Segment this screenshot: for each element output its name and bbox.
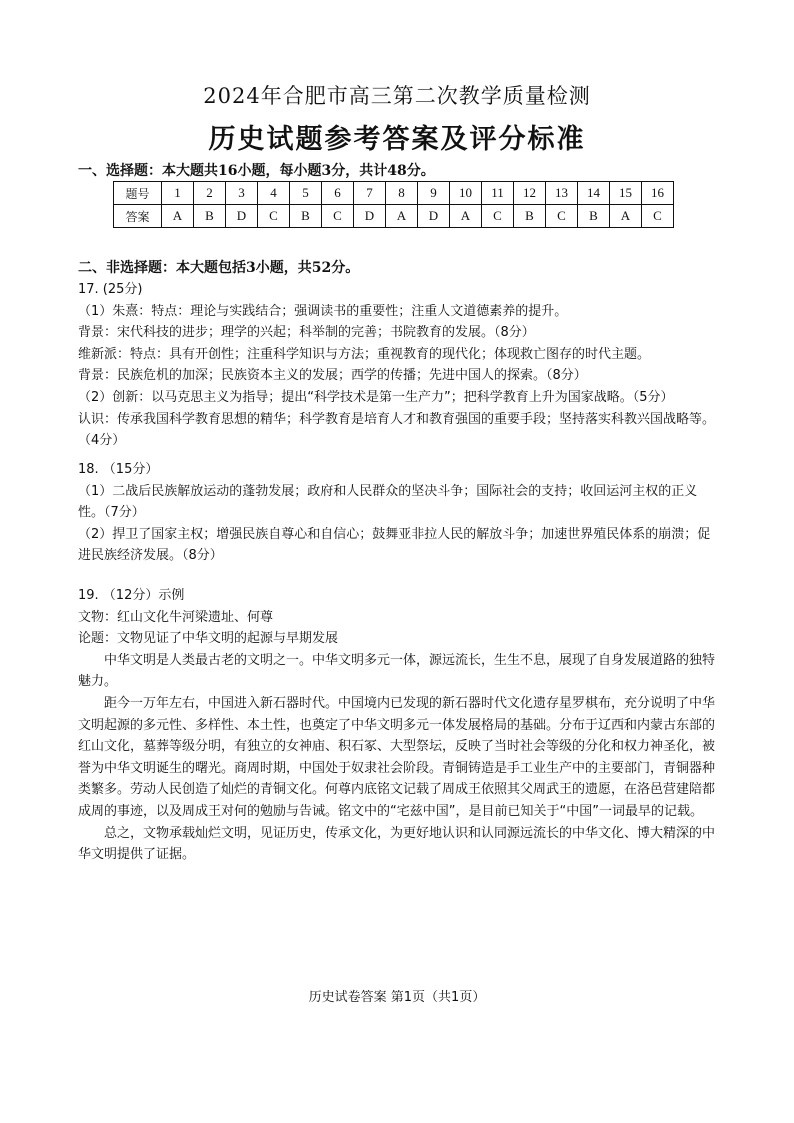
q-number: 8 <box>386 182 418 205</box>
question-18 <box>78 459 718 567</box>
q-number: 10 <box>450 182 482 205</box>
q-number: 2 <box>194 182 226 205</box>
q-answer: C <box>258 205 290 228</box>
question-19-title: 19. （12分）示例 <box>78 588 185 603</box>
q-answer: B <box>290 205 322 228</box>
question-19-paragraph: 距今一万年左右，中国进入新石器时代。中国境内已发现的新石器时代文化遗存星罗棋布，充分说明了中华文明起源的多元性、多样性、本土性，也奠定了中华文明多元一体发展格局的基础。分布于辽西和内蒙古东部的红山文化，墓葬等级分明，有独立的女神庙、积石冢、大型祭坛，反映了当时社会等级的分化和权力神圣化，被誉为中华文明诞生的曙光。商周时期，中国处于奴隶社会阶段。青铜铸造是手工业生产中的主要部门，青铜器种类繁多。劳动人民创造了灿烂的青铜文化。何尊内底铭文记载了周成王依照其父周武王的遗愿，在洛邑营建陪都成周的事迹，以及周成王对何的勉励与告诫。铭文中的“宅兹中国”，是目前已知关于“中国”一词最早的记载。 <box>78 695 716 819</box>
q-answer: A <box>450 205 482 228</box>
answer-row <box>114 205 674 228</box>
question-17-line: 认识：传承我国科学教育思想的精华；科学教育是培育人才和教育强国的重要手段；坚持落实科教兴国战略等。（4分） <box>78 411 716 449</box>
question-19-thesis: 论题：文物见证了中华文明的起源与早期发展 <box>78 631 339 647</box>
q-answer: D <box>226 205 258 228</box>
q-number: 5 <box>290 182 322 205</box>
question-17-line: （1）朱熹：特点：理论与实践结合；强调读书的重要性；注重人文道德素养的提升。 <box>78 303 568 319</box>
q-number: 13 <box>546 182 578 205</box>
q-answer: D <box>418 205 450 228</box>
q-number: 16 <box>642 182 674 205</box>
q-answer: C <box>322 205 354 228</box>
q-answer: A <box>162 205 194 228</box>
q-answer: C <box>482 205 514 228</box>
question-17-line: 背景：民族危机的加深；民族资本主义的发展；西学的传播；先进中国人的探索。（8分） <box>78 368 587 384</box>
q-answer: D <box>354 205 386 228</box>
question-17-line: 维新派：特点：具有开创性；注重科学知识与方法；重视教育的现代化；体现救亡图存的时代主题。 <box>78 346 651 362</box>
q-answer: B <box>194 205 226 228</box>
q-number: 4 <box>258 182 290 205</box>
q-number: 12 <box>514 182 546 205</box>
number-row-label: 题号 <box>114 182 162 205</box>
q-number: 15 <box>610 182 642 205</box>
question-17-line: （2）创新：以马克思主义为指导；提出“科学技术是第一生产力”；把科学教育上升为国家战略。（5分） <box>78 389 674 405</box>
answer-table <box>113 181 674 228</box>
page-footer: 历史试卷答案 第1页（共1页） <box>308 990 486 1005</box>
question-19-relic: 文物：红山文化牛河梁遗址、何尊 <box>78 609 274 625</box>
q-answer: C <box>642 205 674 228</box>
exam-title: 2024年合肥市高三第二次教学质量检测 <box>203 84 591 108</box>
q-answer: A <box>610 205 642 228</box>
q-number: 6 <box>322 182 354 205</box>
q-answer: C <box>546 205 578 228</box>
q-number: 7 <box>354 182 386 205</box>
question-17-line: 背景：宋代科技的进步；理学的兴起；科举制的完善；书院教育的发展。（8分） <box>78 325 535 341</box>
q-answer: A <box>386 205 418 228</box>
q-number: 1 <box>162 182 194 205</box>
question-19-paragraph: 中华文明是人类最古老的文明之一。中华文明多元一体，源远流长，生生不息，展现了自身发展道路的独特魅力。 <box>78 652 716 690</box>
section1-heading: 一、选择题：本大题共16小题，每小题3分，共计48分。 <box>78 163 435 179</box>
number-row <box>114 182 674 205</box>
answer-key-title: 历史试题参考答案及评分标准 <box>208 124 586 155</box>
question-17-title: 17. (25分) <box>78 282 143 297</box>
q-number: 14 <box>578 182 610 205</box>
question-17 <box>78 279 718 452</box>
q-answer: B <box>578 205 610 228</box>
question-18-line: （2）捍卫了国家主权；增强民族自尊心和自信心；鼓舞亚非拉人民的解放斗争；加速世界殖民体系的崩溃；促进民族经济发展。（8分） <box>78 526 711 564</box>
q-number: 3 <box>226 182 258 205</box>
question-18-line: （1）二战后民族解放运动的蓬勃发展；政府和人民群众的坚决斗争；国际社会的支持；收回运河主权的正义性。（7分） <box>78 483 698 521</box>
q-answer: B <box>514 205 546 228</box>
q-number: 11 <box>482 182 514 205</box>
section2-heading: 二、非选择题：本大题包括3小题，共52分。 <box>78 260 360 276</box>
answer-row-label: 答案 <box>114 205 162 228</box>
question-19-paragraph: 总之，文物承载灿烂文明，见证历史，传承文化，为更好地认识和认同源远流长的中华文化、博大精深的中华文明提供了证据。 <box>78 825 716 863</box>
q-number: 9 <box>418 182 450 205</box>
question-18-title: 18. （15分） <box>78 462 159 477</box>
question-19 <box>78 585 718 866</box>
